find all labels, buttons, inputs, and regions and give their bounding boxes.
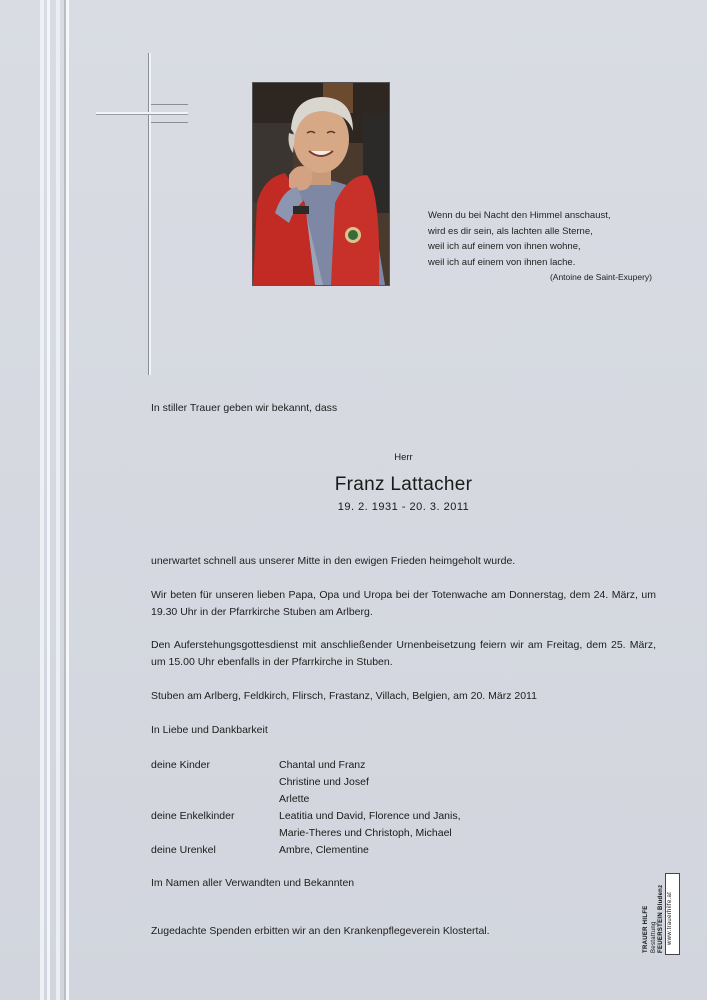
quote-block bbox=[428, 208, 658, 286]
quote-line: wird es dir sein, als lachten alle Sterne, bbox=[428, 225, 593, 237]
donation-text: Zugedachte Spenden erbitten wir an den Krankenpflegeverein Klostertal. bbox=[151, 925, 490, 937]
quote-line: weil ich auf einem von ihnen wohne, bbox=[428, 241, 581, 252]
relatives-text: Im Namen aller Verwandten und Bekannten bbox=[151, 877, 355, 889]
logo-text: Bestattung bbox=[651, 921, 657, 953]
paragraph: unerwartet schnell aus unserer Mitte in den ewigen Frieden heimgeholt wurde. bbox=[151, 555, 516, 567]
logo-text: FEUERSTEIN Bludenz bbox=[658, 884, 664, 953]
funeral-home-logo bbox=[641, 873, 681, 955]
family-label: deine Kinder bbox=[151, 759, 210, 771]
decorative-stripe bbox=[56, 0, 60, 1000]
quote-line: weil ich auf einem von ihnen lache. bbox=[428, 256, 576, 268]
family-name: Marie-Theres und Christoph, Michael bbox=[279, 827, 452, 839]
paragraph-wake: Wir beten für unseren lieben Papa, Opa und Uropa bei der Totenwache am Donnerstag, dem 24. März, um 19.30 Uhr in der Pfarrkirche Stuben am Arlberg. bbox=[151, 589, 656, 618]
family-names bbox=[279, 842, 539, 859]
life-dates: 19. 2. 1931 - 20. 3. 2011 bbox=[337, 501, 470, 513]
salutation: Herr bbox=[394, 452, 413, 463]
family-name: Ambre, Clementine bbox=[279, 844, 369, 856]
family-name: Christine und Josef bbox=[279, 776, 369, 788]
paragraph-places: Stuben am Arlberg, Feldkirch, Flirsch, Frastanz, Villach, Belgien, am 20. März 2011 bbox=[151, 690, 537, 702]
family-names bbox=[279, 757, 539, 808]
deceased-name: Franz Lattacher bbox=[334, 474, 473, 495]
decorative-stripe bbox=[40, 0, 44, 1000]
family-label: deine Enkelkinder bbox=[151, 810, 235, 822]
decorative-stripe bbox=[47, 0, 50, 1000]
quote-line: Wenn du bei Nacht den Himmel anschaust, bbox=[428, 210, 611, 221]
closing-text: In Liebe und Dankbarkeit bbox=[151, 724, 268, 736]
family-name: Arlette bbox=[279, 793, 310, 805]
logo-text: www.trauerhilfe.at bbox=[667, 891, 673, 945]
family-label: deine Urenkel bbox=[151, 844, 216, 856]
quote-author: (Antoine de Saint-Exupery) bbox=[549, 272, 652, 282]
portrait-photo bbox=[252, 82, 390, 286]
logo-text: TRAUER HILFE bbox=[643, 905, 649, 953]
paragraph-funeral: Den Auferstehungsgottesdienst mit anschließender Urnenbeisetzung feiern wir am Freitag, dem 25. März, um 15.00 Uhr ebenfalls in der Pfarrkirche in Stuben. bbox=[151, 639, 656, 668]
family-names bbox=[279, 808, 539, 842]
family-name: Chantal und Franz bbox=[279, 759, 366, 771]
intro-text: In stiller Trauer geben wir bekannt, dass bbox=[151, 402, 338, 414]
decorative-stripe bbox=[66, 0, 69, 1000]
family-name: Leatitia und David, Florence und Janis, bbox=[279, 810, 461, 822]
